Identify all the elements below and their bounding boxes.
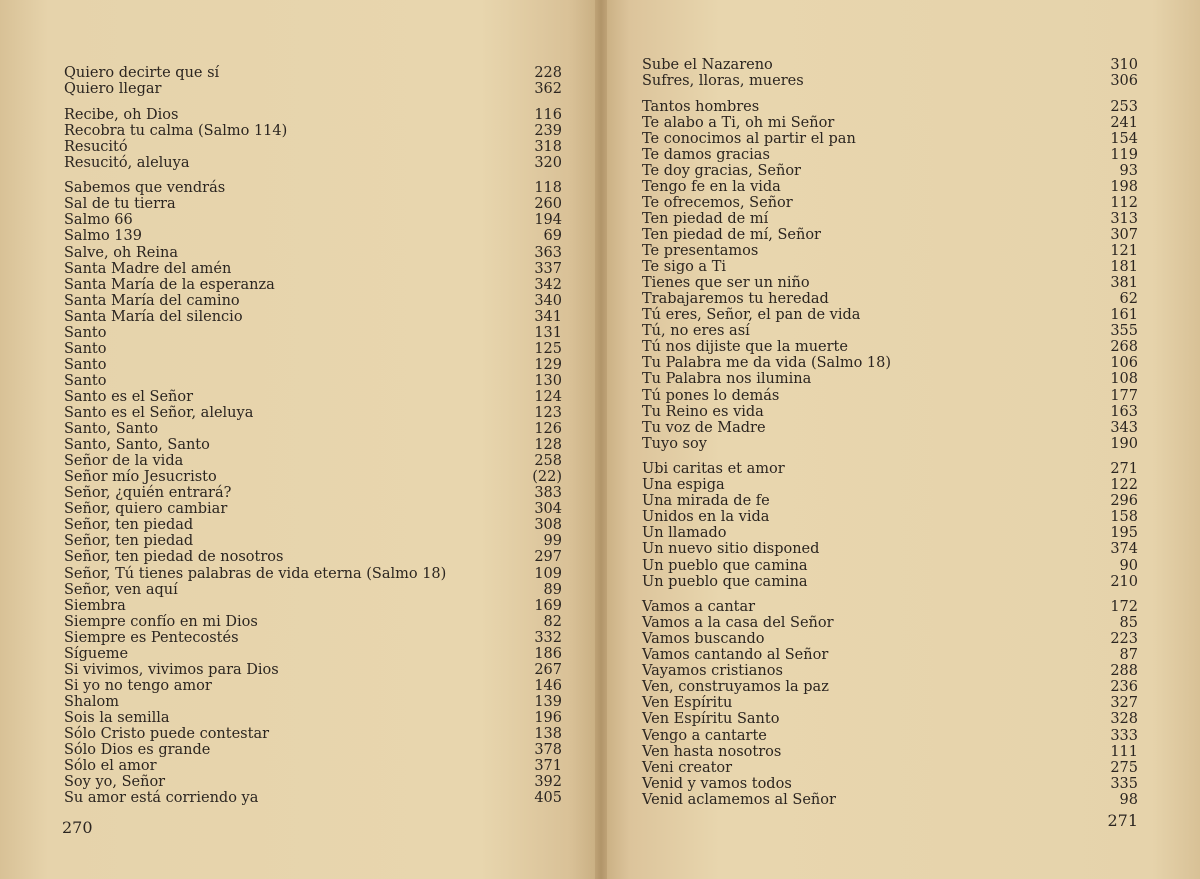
entry-page-number: 87 <box>1119 647 1138 664</box>
entry-title: Un nuevo sitio disponed <box>642 541 820 558</box>
index-entry <box>64 357 562 373</box>
entry-title: Santa María del silencio <box>64 308 243 325</box>
entry-page-number: 239 <box>534 122 562 139</box>
entry-title: Santo es el Señor <box>64 388 194 405</box>
entry-page-number: 383 <box>534 485 562 502</box>
entry-title: Te ofrecemos, Señor <box>642 194 793 211</box>
index-entry <box>64 694 562 710</box>
index-entry <box>642 509 1138 525</box>
entry-page-number: 313 <box>1110 210 1138 227</box>
index-entry <box>64 155 562 171</box>
entry-page-number: 297 <box>534 549 562 566</box>
entry-page-number: 268 <box>1110 339 1138 356</box>
index-entry <box>64 710 562 726</box>
entry-page-number: 119 <box>1110 146 1138 163</box>
entry-title: Santa Madre del amén <box>64 260 232 277</box>
entry-title: Recibe, oh Dios <box>64 106 179 123</box>
index-entry <box>642 792 1138 808</box>
index-entry <box>642 744 1138 760</box>
entry-title: Te alabo a Ti, oh mi Señor <box>642 114 835 131</box>
entry-title: Soy yo, Señor <box>64 774 166 791</box>
index-entry <box>642 227 1138 243</box>
entry-title: Vengo a cantarte <box>642 727 767 744</box>
index-entry <box>64 437 562 453</box>
index-entry <box>642 179 1138 195</box>
index-entry <box>642 163 1138 179</box>
entry-page-number: 320 <box>534 154 562 171</box>
index-entry <box>64 485 562 501</box>
index-entry <box>642 776 1138 792</box>
index-entry <box>642 388 1138 404</box>
entry-title: Señor, ten piedad de nosotros <box>64 549 284 566</box>
entry-page-number: 275 <box>1110 759 1138 776</box>
entry-page-number: 161 <box>1110 307 1138 324</box>
entry-title: Una espiga <box>642 477 725 494</box>
left-page-number: 270 <box>62 818 93 837</box>
entry-title: Santo <box>64 356 107 373</box>
entry-title: Ten piedad de mí, Señor <box>642 227 821 243</box>
index-entry <box>64 501 562 517</box>
entry-title: Un llamado <box>642 525 727 542</box>
index-entry <box>64 245 562 261</box>
index-entry <box>642 115 1138 131</box>
entry-title: Tu Palabra me da vida (Salmo 18) <box>642 355 892 372</box>
index-entry <box>64 453 562 469</box>
entry-page-number: 90 <box>1119 557 1138 574</box>
index-entry <box>64 533 562 549</box>
entry-title: Santo, Santo <box>64 421 159 438</box>
entry-page-number: 112 <box>1110 194 1138 211</box>
entry-page-number: 125 <box>534 340 562 357</box>
entry-title: Señor, quiero cambiar <box>64 501 228 518</box>
entry-page-number: 109 <box>534 565 562 582</box>
index-entry <box>642 711 1138 727</box>
index-entry <box>64 758 562 774</box>
entry-page-number: 260 <box>534 196 562 213</box>
entry-title: Un pueblo que camina <box>642 557 808 574</box>
index-entry <box>64 790 562 806</box>
entry-page-number: 69 <box>543 228 562 245</box>
entry-title: Tú pones lo demás <box>642 387 780 404</box>
entry-page-number: 82 <box>543 613 562 630</box>
index-entry <box>64 389 562 405</box>
entry-title: Venid y vamos todos <box>642 775 792 792</box>
index-entry <box>64 373 562 389</box>
right-page-number: 271 <box>1107 811 1138 830</box>
entry-title: Te doy gracias, Señor <box>642 162 801 179</box>
entry-title: Tú eres, Señor, el pan de vida <box>642 307 861 324</box>
entry-page-number: 342 <box>534 276 562 293</box>
entry-title: Tú nos dijiste que la muerte <box>642 339 848 356</box>
entry-page-number: 93 <box>1119 162 1138 179</box>
entry-page-number: 123 <box>534 405 562 421</box>
index-entry <box>64 107 562 123</box>
index-entry <box>642 420 1138 436</box>
entry-page-number: 371 <box>534 758 562 775</box>
entry-page-number: 392 <box>534 774 562 791</box>
index-entry <box>642 339 1138 355</box>
entry-page-number: 340 <box>534 292 562 309</box>
index-entry <box>642 574 1138 590</box>
entry-title: Sal de tu tierra <box>64 196 176 213</box>
entry-title: Si vivimos, vivimos para Dios <box>64 661 279 678</box>
entry-title: Siempre confío en mi Dios <box>64 613 258 630</box>
index-entry <box>64 598 562 614</box>
entry-page-number: 328 <box>1110 711 1138 728</box>
entry-page-number: 195 <box>1110 525 1138 542</box>
entry-page-number: 267 <box>534 661 562 678</box>
entry-page-number: 378 <box>534 742 562 759</box>
index-entry <box>64 309 562 325</box>
index-entry <box>64 742 562 758</box>
index-entry <box>64 277 562 293</box>
entry-page-number: 146 <box>534 677 562 694</box>
entry-page-number: 122 <box>1110 477 1138 494</box>
index-entry <box>642 147 1138 163</box>
entry-title: Vamos cantando al Señor <box>642 647 829 664</box>
entry-page-number: 223 <box>1110 631 1138 648</box>
index-entry <box>642 461 1138 477</box>
entry-title: Vayamos cristianos <box>642 663 783 680</box>
index-entry <box>64 678 562 694</box>
entry-page-number: 258 <box>534 453 562 470</box>
entry-page-number: 108 <box>1110 371 1138 388</box>
entry-page-number: 124 <box>534 388 562 405</box>
entry-page-number: 337 <box>534 260 562 277</box>
index-entry <box>642 631 1138 647</box>
entry-title: Un pueblo que camina <box>642 573 808 590</box>
entry-title: Vamos a la casa del Señor <box>642 615 834 632</box>
entry-page-number: 327 <box>1110 695 1138 712</box>
entry-page-number: 228 <box>534 65 562 81</box>
entry-title: Tuyo soy <box>642 435 707 452</box>
entry-title: Unidos en la vida <box>642 509 770 526</box>
index-entry <box>642 404 1138 420</box>
index-entry <box>64 469 562 485</box>
entry-title: Santa María del camino <box>64 292 240 309</box>
entry-page-number: 106 <box>1110 355 1138 372</box>
entry-title: Vamos a cantar <box>642 599 756 616</box>
entry-title: Te sigo a Ti <box>642 259 726 276</box>
entry-title: Santo <box>64 340 107 357</box>
entry-title: Quiero decirte que sí <box>64 65 220 81</box>
entry-page-number: 194 <box>534 212 562 229</box>
entry-page-number: 186 <box>534 645 562 662</box>
entry-page-number: 310 <box>1110 57 1138 73</box>
index-entry <box>642 728 1138 744</box>
entry-title: Siembra <box>64 597 126 614</box>
entry-title: Te damos gracias <box>642 146 770 163</box>
index-entry <box>642 355 1138 371</box>
entry-title: Su amor está corriendo ya <box>64 790 259 807</box>
entry-title: Recobra tu calma (Salmo 114) <box>64 122 288 139</box>
entry-title: Sufres, lloras, mueres <box>642 73 804 90</box>
index-entry <box>642 477 1138 493</box>
entry-title: Shalom <box>64 693 120 710</box>
entry-page-number: 126 <box>534 421 562 438</box>
entry-title: Sois la semilla <box>64 709 170 726</box>
entry-title: Tienes que ser un niño <box>642 275 810 292</box>
entry-title: Tengo fe en la vida <box>642 178 781 195</box>
entry-title: Resucitó <box>64 138 128 155</box>
index-entry <box>642 291 1138 307</box>
entry-page-number: 129 <box>534 356 562 373</box>
entry-title: Ten piedad de mí <box>642 210 769 227</box>
entry-page-number: 99 <box>543 533 562 550</box>
index-entry <box>642 695 1138 711</box>
index-entry <box>642 760 1138 776</box>
entry-title: Señor, ten piedad <box>64 517 194 534</box>
entry-page-number: 236 <box>1110 679 1138 696</box>
index-entry <box>642 599 1138 615</box>
entry-title: Tantos hombres <box>642 98 760 115</box>
index-entry <box>642 615 1138 631</box>
entry-title: Sabemos que vendrás <box>64 180 226 197</box>
entry-page-number: 253 <box>1110 98 1138 115</box>
index-entry <box>64 65 562 81</box>
entry-page-number: 374 <box>1110 541 1138 558</box>
right-index-column <box>600 0 1200 879</box>
index-entry <box>64 325 562 341</box>
entry-page-number: 355 <box>1110 323 1138 340</box>
index-entry <box>64 421 562 437</box>
index-entry <box>642 57 1138 73</box>
entry-title: Quiero llegar <box>64 81 162 98</box>
index-entry <box>642 647 1138 663</box>
index-entry <box>642 558 1138 574</box>
entry-page-number: 210 <box>1110 573 1138 590</box>
index-entry <box>64 662 562 678</box>
entry-title: Ven Espíritu <box>642 695 733 712</box>
entry-title: Tu Palabra nos ilumina <box>642 371 812 388</box>
entry-title: Santo <box>64 324 107 341</box>
entry-title: Tu Reino es vida <box>642 403 764 420</box>
entry-page-number: 172 <box>1110 599 1138 616</box>
entry-page-number: 138 <box>534 726 562 742</box>
index-entry <box>64 139 562 155</box>
index-entry <box>64 212 562 228</box>
index-entry <box>642 275 1138 291</box>
entry-title: Señor, ten piedad <box>64 533 194 550</box>
entry-page-number: 116 <box>534 106 562 123</box>
entry-title: Tu voz de Madre <box>642 419 766 436</box>
entry-page-number: 196 <box>534 709 562 726</box>
entry-title: Sólo Cristo puede contestar <box>64 726 270 742</box>
index-entry <box>642 323 1138 339</box>
entry-title: Siempre es Pentecostés <box>64 629 239 646</box>
index-entry <box>642 195 1138 211</box>
index-entry <box>64 261 562 277</box>
entry-page-number: 198 <box>1110 178 1138 195</box>
entry-page-number: 169 <box>534 597 562 614</box>
entry-title: Venid aclamemos al Señor <box>642 791 836 808</box>
index-entry <box>64 123 562 139</box>
entry-title: Trabajaremos tu heredad <box>642 291 829 308</box>
index-entry <box>642 259 1138 275</box>
index-entry <box>642 663 1138 679</box>
entry-title: Una mirada de fe <box>642 493 770 510</box>
index-entry <box>64 405 562 421</box>
entry-page-number: 121 <box>1110 243 1138 260</box>
entry-page-number: 130 <box>534 372 562 389</box>
index-entry <box>642 525 1138 541</box>
index-entry <box>64 630 562 646</box>
entry-title: Señor, ¿quién entrará? <box>64 485 232 502</box>
entry-page-number: 405 <box>534 790 562 807</box>
entry-page-number: 154 <box>1110 130 1138 147</box>
index-entry <box>642 99 1138 115</box>
book-gutter <box>595 0 607 879</box>
entry-title: Ven, construyamos la paz <box>642 679 829 696</box>
index-entry <box>64 228 562 244</box>
entry-title: Señor de la vida <box>64 453 184 470</box>
index-entry <box>64 341 562 357</box>
entry-title: Ven Espíritu Santo <box>642 711 780 728</box>
index-entry <box>64 646 562 662</box>
index-entry <box>642 679 1138 695</box>
entry-title: Vamos buscando <box>642 631 765 648</box>
entry-title: Salve, oh Reina <box>64 244 179 261</box>
entry-title: Tú, no eres así <box>642 323 750 340</box>
entry-title: Salmo 66 <box>64 212 133 229</box>
index-entry <box>642 73 1138 89</box>
index-entry <box>64 549 562 565</box>
entry-page-number: 271 <box>1110 461 1138 478</box>
entry-title: Señor mío Jesucristo <box>64 469 217 486</box>
entry-page-number: 306 <box>1110 73 1138 90</box>
entry-page-number: 118 <box>534 180 562 197</box>
entry-title: Ven hasta nosotros <box>642 743 782 760</box>
index-entry <box>64 566 562 582</box>
entry-page-number: 318 <box>534 138 562 155</box>
entry-title: Ubi caritas et amor <box>642 461 785 478</box>
entry-page-number: 335 <box>1110 775 1138 792</box>
index-entry <box>64 180 562 196</box>
index-entry <box>64 726 562 742</box>
index-entry <box>642 307 1138 323</box>
entry-page-number: 190 <box>1110 435 1138 452</box>
index-entry <box>64 196 562 212</box>
index-entry <box>642 243 1138 259</box>
entry-page-number: 139 <box>534 693 562 710</box>
entry-page-number: 181 <box>1110 259 1138 276</box>
entry-page-number: 296 <box>1110 493 1138 510</box>
entry-title: Si yo no tengo amor <box>64 677 212 694</box>
index-entry <box>64 293 562 309</box>
entry-title: Santo <box>64 372 107 389</box>
entry-title: Sólo el amor <box>64 758 157 775</box>
entry-title: Sube el Nazareno <box>642 57 773 73</box>
entry-title: Santo es el Señor, aleluya <box>64 405 254 421</box>
index-entry <box>64 582 562 598</box>
entry-title: Te conocimos al partir el pan <box>642 130 856 147</box>
entry-page-number: 341 <box>534 308 562 325</box>
entry-page-number: 111 <box>1110 743 1138 760</box>
index-entry <box>642 436 1138 452</box>
entry-page-number: 363 <box>534 244 562 261</box>
entry-title: Sólo Dios es grande <box>64 742 211 759</box>
entry-page-number: 85 <box>1119 615 1138 632</box>
index-entry <box>64 614 562 630</box>
entry-title: Señor, Tú tienes palabras de vida eterna (Salmo 18) <box>64 565 447 582</box>
index-entry <box>642 131 1138 147</box>
entry-page-number: 307 <box>1110 227 1138 243</box>
index-entry <box>642 541 1138 557</box>
entry-page-number: 98 <box>1119 791 1138 808</box>
entry-page-number: 158 <box>1110 509 1138 526</box>
entry-page-number: 128 <box>534 437 562 454</box>
entry-title: Salmo 139 <box>64 228 142 245</box>
entry-page-number: 89 <box>543 581 562 598</box>
entry-title: Santa María de la esperanza <box>64 276 275 293</box>
entry-page-number: 177 <box>1110 387 1138 404</box>
entry-page-number: 381 <box>1110 275 1138 292</box>
entry-title: Te presentamos <box>642 243 759 260</box>
entry-page-number: 131 <box>534 324 562 341</box>
entry-title: Veni creator <box>642 759 733 776</box>
entry-page-number: 288 <box>1110 663 1138 680</box>
entry-page-number: 62 <box>1119 291 1138 308</box>
entry-page-number: 332 <box>534 629 562 646</box>
index-entry <box>64 774 562 790</box>
entry-page-number: (22) <box>532 469 562 486</box>
index-entry <box>64 517 562 533</box>
index-entry <box>642 371 1138 387</box>
entry-page-number: 343 <box>1110 419 1138 436</box>
entry-page-number: 362 <box>534 81 562 98</box>
entry-title: Santo, Santo, Santo <box>64 437 210 454</box>
right-page <box>600 0 1200 879</box>
entry-page-number: 308 <box>534 517 562 534</box>
index-entry <box>64 81 562 97</box>
entry-title: Sígueme <box>64 645 129 662</box>
entry-page-number: 163 <box>1110 403 1138 420</box>
index-entry <box>642 211 1138 227</box>
entry-page-number: 333 <box>1110 727 1138 744</box>
entry-page-number: 304 <box>534 501 562 518</box>
entry-page-number: 241 <box>1110 114 1138 131</box>
index-entry <box>642 493 1138 509</box>
entry-title: Señor, ven aquí <box>64 581 178 598</box>
entry-title: Resucitó, aleluya <box>64 154 190 171</box>
